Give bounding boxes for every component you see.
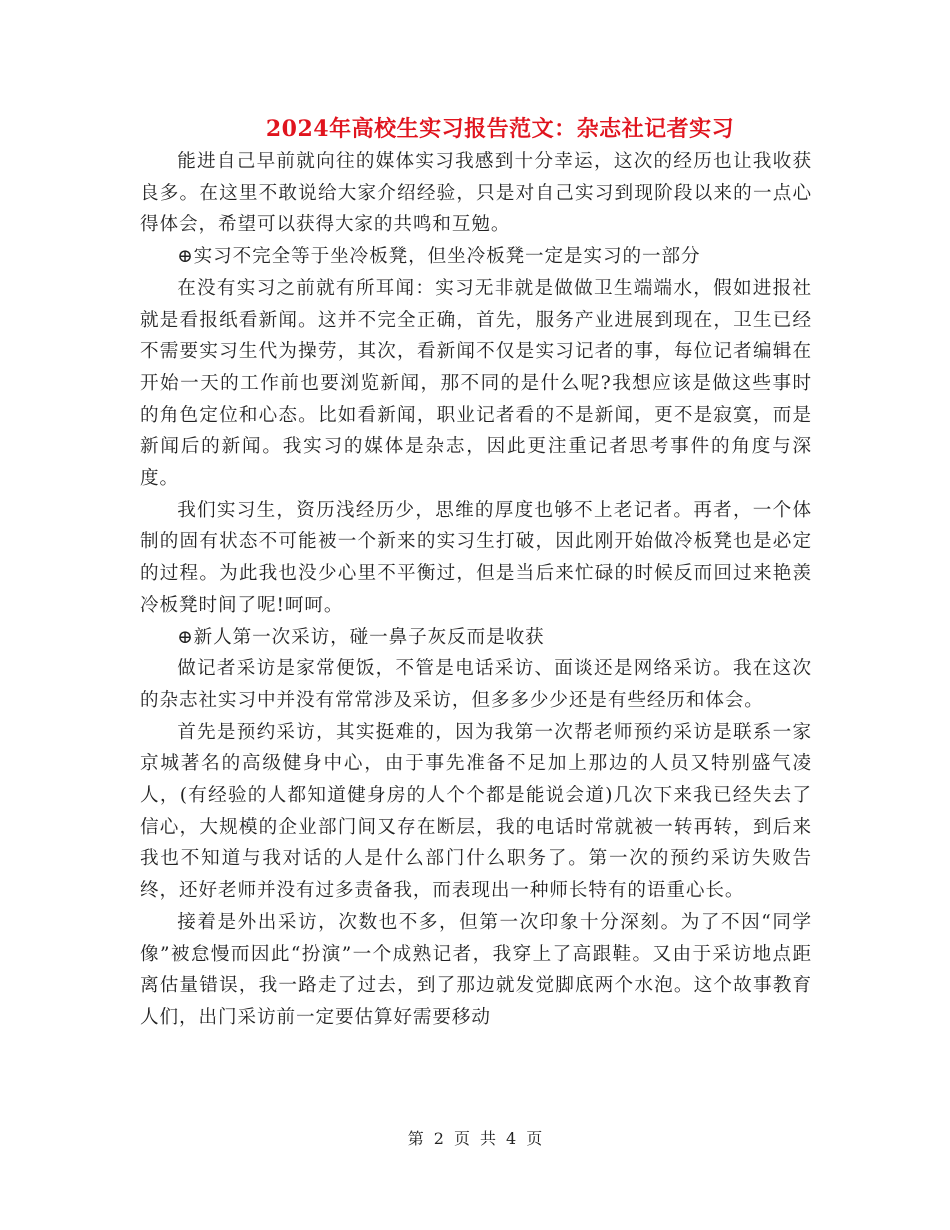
total-pages: 4 [506,1129,517,1148]
footer-suffix: 页 [526,1129,543,1148]
paragraph-5: 接着是外出采访，次数也不多，但第一次印象十分深刻。为了不因“同学像”被怠慢而因此“扮演”一个成熟记者，我穿上了高跟鞋。又由于采访地点距离估量错误，我一路走了过去，到了那边就发觉脚底两个水泡。这个故事教育人们，出门采访前一定要估算好需要移动 [140,911,812,1028]
paragraph-3: 做记者采访是家常便饭，不管是电话采访、面谈还是网络采访。我在这次的杂志社实习中并没有常常涉及采访，但多多少少还是有些经历和体会。 [140,658,812,711]
footer-middle: 页 [453,1129,470,1148]
footer-prefix: 第 [407,1129,424,1148]
paragraph-4: 首先是预约采访，其实挺难的，因为我第一次帮老师预约采访是联系一家京城著名的高级健身中心，由于事先准备不足加上那边的人员又特别盛气凌人，(有经验的人都知道健身房的人个个都是能说会道)几次下来我已经失去了信心，大规模的企业部门间又存在断层，我的电话时常就被一转再转，到后来我也不知道与我对话的人是什么部门什么职务了。第一次的预约采访失败告终，还好老师并没有过多责备我，而表现出一种师长特有的语重心长。 [140,721,812,902]
page-footer [0,1126,950,1149]
document-title: 2024年高校生实习报告范文：杂志社记者实习 [265,116,735,142]
section-heading-2: ⊕新人第一次采访，碰一鼻子灰反而是收获 [177,626,545,648]
paragraph-intro: 能进自己早前就向往的媒体实习我感到十分幸运，这次的经历也让我收获良多。在这里不敢说给大家介绍经验，只是对自己实习到现阶段以来的一点心得体会，希望可以获得大家的共鸣和互勉。 [140,151,812,236]
footer-total-prefix: 共 [480,1129,497,1148]
document-body [140,146,812,1034]
page-number: 2 [433,1129,444,1148]
section-heading-1: ⊕实习不完全等于坐冷板凳，但坐冷板凳一定是实习的一部分 [177,246,701,268]
paragraph-2: 我们实习生，资历浅经历少，思维的厚度也够不上老记者。再者，一个体制的固有状态不可能被一个新来的实习生打破，因此刚开始做冷板凳也是必定的过程。为此我也没少心里不平衡过，但是当后来忙碌的时候反而回过来艳羡冷板凳时间了呢!呵呵。 [140,499,812,616]
paragraph-1: 在没有实习之前就有所耳闻：实习无非就是做做卫生端端水，假如进报社就是看报纸看新闻。这并不完全正确，首先，服务产业进展到现在，卫生已经不需要实习生代为操劳，其次，看新闻不仅是实习记者的事，每位记者编辑在开始一天的工作前也要浏览新闻，那不同的是什么呢?我想应该是做这些事时的角色定位和心态。比如看新闻，职业记者看的不是新闻，更不是寂寞，而是新闻后的新闻。我实习的媒体是杂志，因此更注重记者思考事件的角度与深度。 [140,277,812,490]
